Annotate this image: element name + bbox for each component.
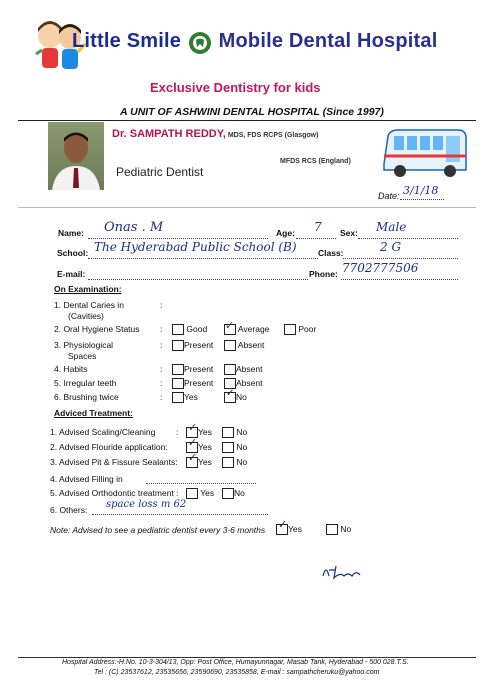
option-label: No (236, 442, 248, 452)
option-label: Absent (236, 364, 263, 374)
header-divider (18, 120, 476, 121)
footer-address: Hospital Address:-H.No. 10-3-304/13, Opp: Post Office, Humayunnagar, Masab Tank, Hyderabad - 500 028.T.S. (62, 659, 409, 666)
option-label: Yes (198, 442, 212, 452)
exam-row-4-colon: : (160, 364, 163, 374)
examination-heading: On Examination: (54, 284, 122, 294)
age-line (296, 238, 336, 239)
option-label: Yes (288, 524, 302, 534)
others-value[interactable]: space loss m 62 (106, 499, 187, 510)
option-label: No (236, 457, 248, 467)
exam-row-6-colon: : (160, 392, 163, 402)
school-line (88, 258, 318, 259)
treatment-heading: Adviced Treatment: (54, 408, 133, 418)
age-label: Age: (276, 228, 295, 238)
exam-row-1-sub: (Cavities) (68, 311, 104, 321)
phone-value[interactable]: 7702777506 (342, 261, 419, 275)
name-label: Name: (58, 228, 84, 238)
option-label: Present (184, 378, 214, 388)
unit-line: A UNIT OF ASHWINI DENTAL HOSPITAL (Since 1997) (120, 106, 384, 118)
checkbox[interactable] (224, 340, 236, 351)
option-label: Yes (198, 457, 212, 467)
habits-absent[interactable] (224, 364, 262, 375)
option-label: Yes (184, 392, 198, 402)
checkbox[interactable] (172, 392, 184, 403)
note-no[interactable] (326, 524, 351, 535)
footer-contact: Tel : (C) 23537612, 23535656, 23590690, 23535858, E-mail : sampathcheruku@yahoo.com (94, 669, 380, 676)
checkbox[interactable] (222, 442, 234, 453)
brand-left: Little Smile (72, 30, 182, 52)
treat-row-4-label: 4. Advised Filling in (50, 474, 123, 484)
school-value[interactable]: The Hyderabad Public School (B) (94, 240, 297, 254)
doctor-name (112, 128, 318, 140)
filling-line (146, 483, 256, 484)
brand-right: Mobile Dental Hospital (218, 30, 438, 52)
name-value[interactable]: Onas . M (104, 220, 164, 235)
check-mark-icon: ✓ (188, 421, 198, 434)
sealants-no[interactable] (222, 457, 247, 468)
date-value[interactable]: 3/1/18 (403, 184, 439, 197)
sex-line (358, 238, 458, 239)
school-label: School: (57, 248, 89, 258)
doctor-role: Pediatric Dentist (116, 165, 204, 179)
checkbox[interactable] (284, 324, 296, 335)
fluoride-no[interactable] (222, 442, 247, 453)
tooth-logo-icon (187, 31, 213, 53)
age-value[interactable]: 7 (314, 220, 322, 234)
ortho-no[interactable] (222, 488, 245, 499)
exam-row-1-label: 1. Dental Caries in (54, 300, 124, 310)
ortho-yes[interactable] (186, 488, 214, 499)
option-label: Average (237, 324, 270, 334)
habits-present[interactable] (172, 364, 213, 375)
option-label: Absent (236, 378, 263, 388)
checkbox[interactable] (222, 488, 234, 499)
check-mark-icon: ✓ (188, 451, 198, 464)
note-text: Note: Advised to see a pediatric dentist every 3-6 months (50, 525, 266, 535)
exam-row-1-colon: : (160, 300, 163, 310)
oral-hygiene-poor[interactable] (284, 324, 316, 335)
date-line (400, 199, 444, 200)
option-label: No (234, 488, 245, 498)
check-mark-icon: ✓ (278, 518, 288, 531)
oral-hygiene-good[interactable] (172, 324, 207, 335)
option-label: Poor (298, 324, 317, 334)
doctor-quals-2: MFDS RCS (England) (280, 158, 351, 165)
exam-row-6-label: 6. Brushing twice (54, 392, 119, 402)
class-label: Class: (318, 248, 344, 258)
option-label: No (236, 392, 247, 402)
treat-row-1-colon: : (176, 427, 179, 437)
treat-row-6-label: 6. Others: (50, 505, 88, 515)
checkbox[interactable] (172, 324, 184, 335)
scaling-no[interactable] (222, 427, 247, 438)
checkbox[interactable] (186, 488, 198, 499)
option-label: Absent (237, 340, 265, 350)
option-label: Yes (198, 427, 212, 437)
phone-label: Phone: (309, 269, 338, 279)
date-label: Date: (378, 191, 400, 201)
section-divider (18, 207, 476, 208)
treat-row-5-label: 5. Advised Orthodontic treatment : (50, 488, 179, 498)
email-label: E-mail: (57, 269, 86, 279)
check-mark-icon: ✓ (188, 436, 198, 449)
treat-row-3-label: 3. Advised Pit & Fissure Sealants: (50, 457, 178, 467)
check-mark-icon: ✓ (225, 319, 235, 332)
exam-row-3-label: 3. Physiological (54, 340, 114, 350)
option-label: Present (184, 340, 214, 350)
class-value[interactable]: 2 G (380, 240, 402, 254)
footer-divider (18, 657, 476, 658)
option-label: Good (186, 324, 208, 334)
checkbox[interactable] (326, 524, 338, 535)
doctor-name-text: Dr. SAMPATH REDDY, (112, 128, 226, 140)
exam-row-3-colon: : (160, 340, 163, 350)
spaces-absent[interactable] (224, 340, 264, 351)
check-mark-icon: ✓ (226, 388, 235, 399)
exam-row-2-colon: : (160, 324, 163, 334)
exam-row-5-label: 5. Irregular teeth (54, 378, 117, 388)
exam-row-5-colon: : (160, 378, 163, 388)
irregular-present[interactable] (172, 378, 213, 389)
checkbox[interactable] (224, 364, 236, 375)
brushing-yes[interactable] (172, 392, 198, 403)
option-label: No (340, 524, 352, 534)
checkbox[interactable] (172, 364, 184, 375)
class-line (343, 258, 458, 259)
bus-icon (380, 124, 470, 186)
option-label: Yes (200, 488, 215, 498)
option-label: Present (184, 364, 214, 374)
brand-title (72, 30, 438, 53)
phone-line (341, 279, 458, 280)
doctor-photo (48, 122, 104, 190)
checkbox[interactable] (222, 427, 234, 438)
option-label: No (236, 427, 248, 437)
sex-label: Sex: (340, 228, 358, 238)
sex-value[interactable]: Male (376, 220, 407, 234)
doctor-quals: MDS, FDS RCPS (Glasgow) (225, 132, 319, 139)
exam-row-2-label: 2. Oral Hygiene Status (54, 324, 140, 334)
checkbox[interactable] (172, 378, 184, 389)
spaces-present[interactable] (172, 340, 213, 351)
exam-row-3-sub: Spaces (68, 351, 97, 361)
email-line (88, 279, 308, 280)
tagline: Exclusive Dentistry for kids (150, 80, 321, 95)
name-line (88, 238, 268, 239)
treat-row-1-label: 1. Advised Scaling/Cleaning (50, 427, 156, 437)
checkbox[interactable] (172, 340, 184, 351)
others-line (92, 514, 268, 515)
doctor-signature (320, 562, 364, 584)
treat-row-2-label: 2. Advised Flouride application: (50, 442, 168, 452)
checkbox[interactable] (222, 457, 234, 468)
exam-row-4-label: 4. Habits (54, 364, 88, 374)
